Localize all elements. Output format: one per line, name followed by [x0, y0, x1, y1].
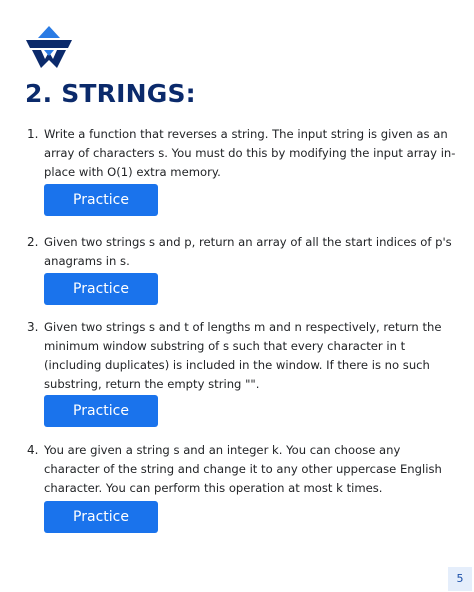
practice-button-1[interactable]: Practice [44, 184, 158, 216]
question-text: You are given a string s and an integer k. You can choose any character of the string and change it to any other uppercase English character. You can perform this operation at most k times. [44, 443, 442, 495]
question-number: 1. [27, 127, 39, 141]
practice-button-3[interactable]: Practice [44, 395, 158, 427]
question-text: Given two strings s and t of lengths m and n respectively, return the minimum window substring of s such that every character in t (including duplicates) is included in the window. If there is no such substring, return the empty string "". [44, 320, 442, 391]
question-text: Given two strings s and p, return an array of all the start indices of p's anagrams in s. [44, 235, 452, 268]
question-text: Write a function that reverses a string. The input string is given as an array of characters s. You must do this by modifying the input array in-place with O(1) extra memory. [44, 127, 456, 179]
question-number: 2. [27, 235, 39, 249]
logo-inner-triangle [44, 50, 54, 56]
logo-top-triangle [38, 26, 60, 38]
practice-button-4[interactable]: Practice [44, 501, 158, 533]
question-number: 3. [27, 320, 39, 334]
logo-middle-bar [26, 40, 72, 48]
company-logo-icon [24, 26, 74, 68]
page-number: 5 [448, 567, 472, 591]
page-title: 2. STRINGS: [25, 79, 196, 108]
question-number: 4. [27, 443, 39, 457]
practice-button-2[interactable]: Practice [44, 273, 158, 305]
